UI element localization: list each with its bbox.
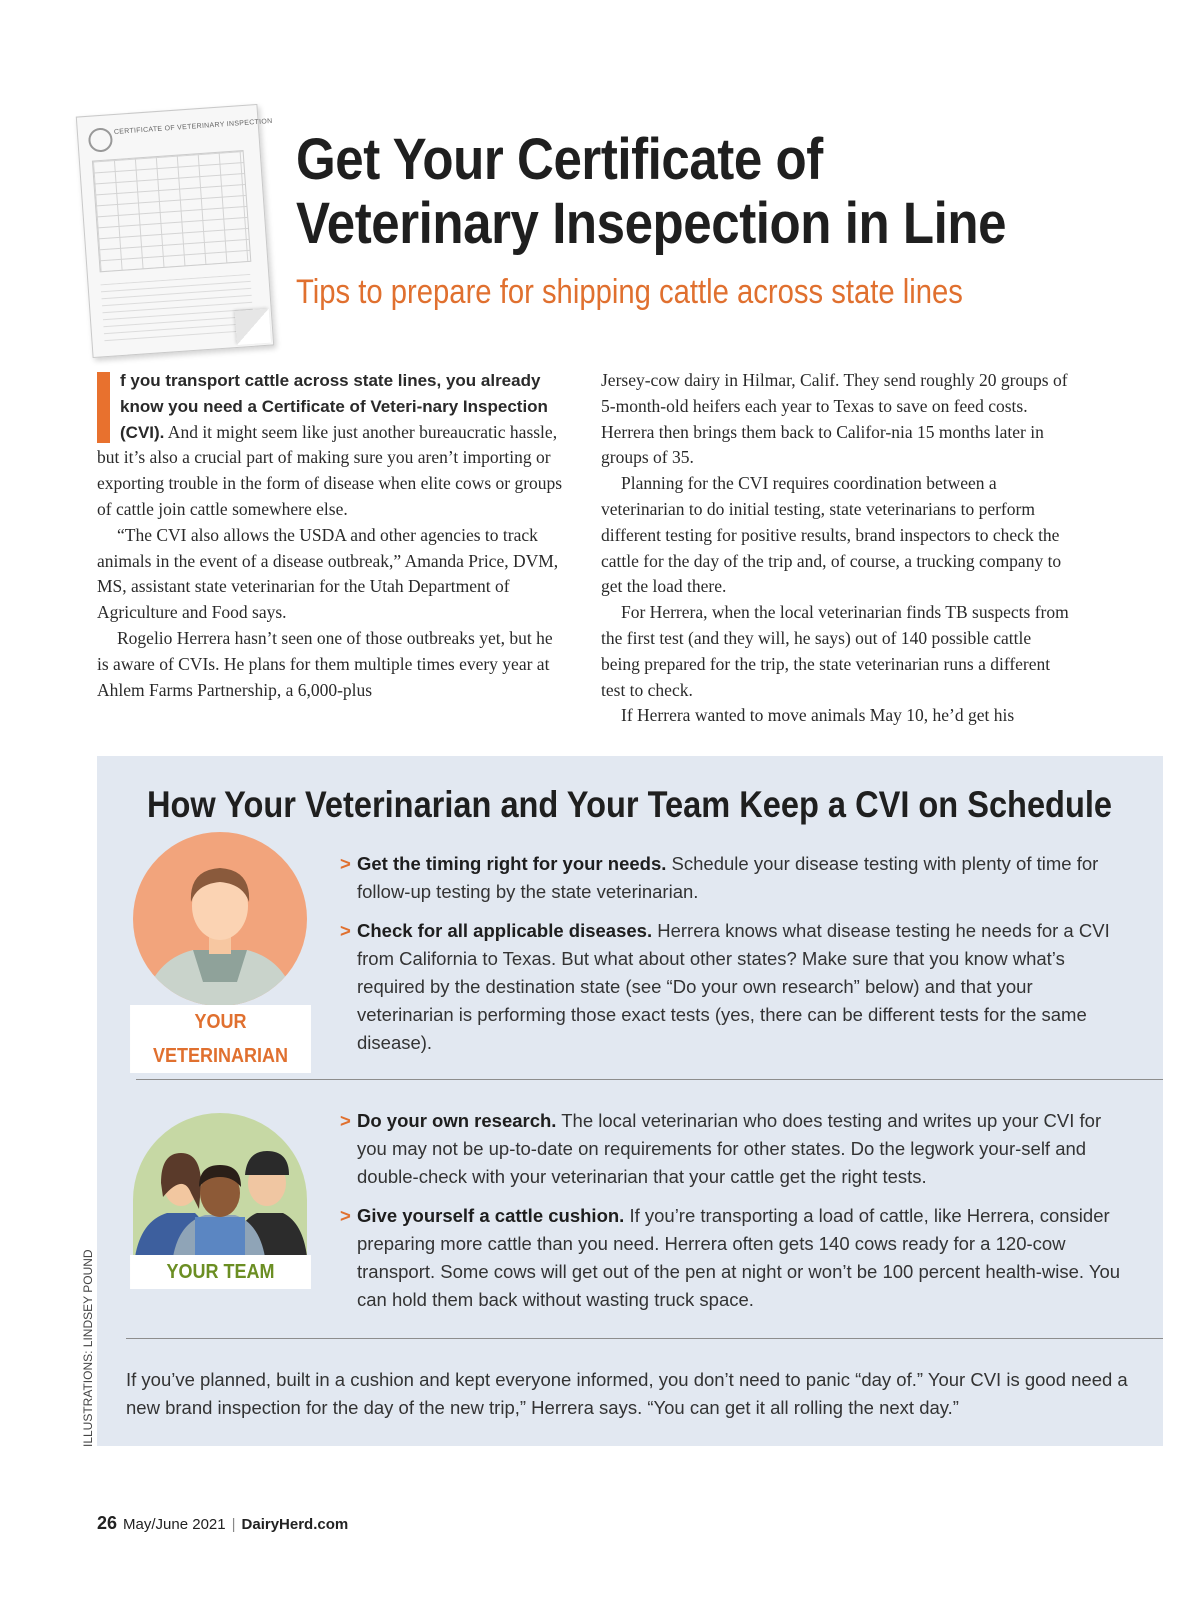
veterinarian-figure [133,832,307,1006]
certificate-illustration [78,100,278,360]
certificate-title: CERTIFICATE OF VETERINARY INSPECTION [113,117,273,137]
page-curl-icon [235,309,271,345]
paragraph-7: If Herrera wanted to move animals May 10, he’d get his [621,705,1015,726]
sidebar-title: How Your Veterinarian and Your Team Keep a CVI on Schedule [147,784,1112,825]
sidebar-divider-2 [126,1338,1163,1339]
tip-body: Herrera knows what disease testing he needs for a CVI from California to Texas. But what about other states? Make sure that you know what’s required by the destination state (see “Do your own research” below) and that your veterinarian is performing those exact tests (yes, there can be different tests for the same disease). [357,920,1110,1053]
lead-in: f you transport cattle across state lines, you already know you need a Certificate of Veteri-nary Inspection (CVI). [120,371,548,442]
tip-heading: Do your own research. [357,1110,557,1131]
your-veterinarian-label: YOUR VETERINARIAN [130,1005,311,1073]
title-line-2: Veterinary Insepection in Line [296,191,1007,256]
illustration-credit: ILLUSTRATIONS: LINDSEY POUND [81,1249,95,1447]
tip-body: If you’re transporting a load of cattle, like Herrera, consider preparing more cattle than you need. Herrera often gets 140 cows ready for a 120-cow transport. Some cows will get out of the pen at night or won’t be 100 percent health-wise. You can hold them back without wasting truck space. [357,1205,1121,1310]
your-team-label: YOUR TEAM [130,1255,311,1289]
paragraph-4: Jersey-cow dairy in Hilmar, Calif. They send roughly 20 groups of 5-month-old heifers each year to Texas to save on feed costs. Herrera then brings them back to Califor-nia 15 months later in groups of 35. [601,370,1068,468]
tip-marker: > [340,1110,351,1131]
tip-diseases [340,917,1130,1057]
article-subtitle: Tips to prepare for shipping cattle across state lines [296,273,963,311]
tip-research [340,1107,1130,1191]
sidebar-divider-1 [136,1079,1163,1080]
drop-cap-i [97,372,110,443]
footer-separator: | [231,1516,236,1533]
tips-group-team [340,1107,1130,1325]
article-title [296,128,1053,256]
certificate-table [92,150,251,272]
tip-marker: > [340,853,351,874]
paragraph-2: “The CVI also allows the USDA and other agencies to track animals in the event of a disease outbreak,” Amanda Price, DVM, MS, assistant state veterinarian for the Utah Department of Agriculture and Food says. [97,524,559,623]
title-line-1: Get Your Certificate of [296,127,823,192]
tip-body: The local veterinarian who does testing and writes up your CVI for you may not be up-to-date on requirements for other states. Do the legwork your-self and double-check with your veterinarian that your cattle get the right tests. [357,1110,1102,1187]
sidebar-closing-text: If you’ve planned, built in a cushion and kept everyone informed, you don’t need to panic “day of.” Your CVI is good need a new brand inspection for the day of the new trip,” Herrera says. “You can get it all rolling the next day.” [126,1369,1128,1418]
page-number: 26 [97,1513,118,1533]
paragraph-1-rest: And it might seem like just another bureaucratic hassle, but it’s also a crucial part of making sure you aren’t importing or exporting trouble in the form of disease when elite cows or groups of cattle join cattle somewhere else. [97,421,563,519]
article-column-left [97,368,565,703]
seal-icon [88,127,114,153]
tips-group-veterinarian [340,850,1130,1068]
tip-timing [340,850,1130,906]
certificate-text-lines [101,274,255,344]
certificate-document-icon [76,104,274,358]
tip-heading: Get the timing right for your needs. [357,853,667,874]
paragraph-5: Planning for the CVI requires coordination between a veterinarian to do initial testing, state veterinarians to perform different testing for positive results, brand inspectors to check the cattle for the day of the trip and, of course, a trucking company to get the load there. [601,473,1062,597]
paragraph-6: For Herrera, when the local veterinarian finds TB suspects from the first test (and they will, he says) out of 140 possible cattle being prepared for the trip, the state veterinarian runs a different test to check. [601,602,1069,700]
tip-body: Schedule your disease testing with plenty of time for follow-up testing by the state veterinarian. [357,853,1099,902]
page-footer [97,1513,348,1535]
site-name: DairyHerd.com [241,1516,349,1533]
article-column-right [601,368,1071,729]
tip-heading: Give yourself a cattle cushion. [357,1205,625,1226]
tip-marker: > [340,920,351,941]
paragraph-3: Rogelio Herrera hasn’t seen one of those outbreaks yet, but he is aware of CVIs. He plans for them multiple times every year at Ahlem Farms Partnership, a 6,000-plus [97,627,553,700]
paragraph-1 [97,368,565,523]
tip-marker: > [340,1205,351,1226]
tip-cushion [340,1202,1130,1314]
tip-heading: Check for all applicable diseases. [357,920,653,941]
veterinarian-avatar-icon [133,832,307,1006]
issue-date: May/June 2021 [123,1516,226,1533]
